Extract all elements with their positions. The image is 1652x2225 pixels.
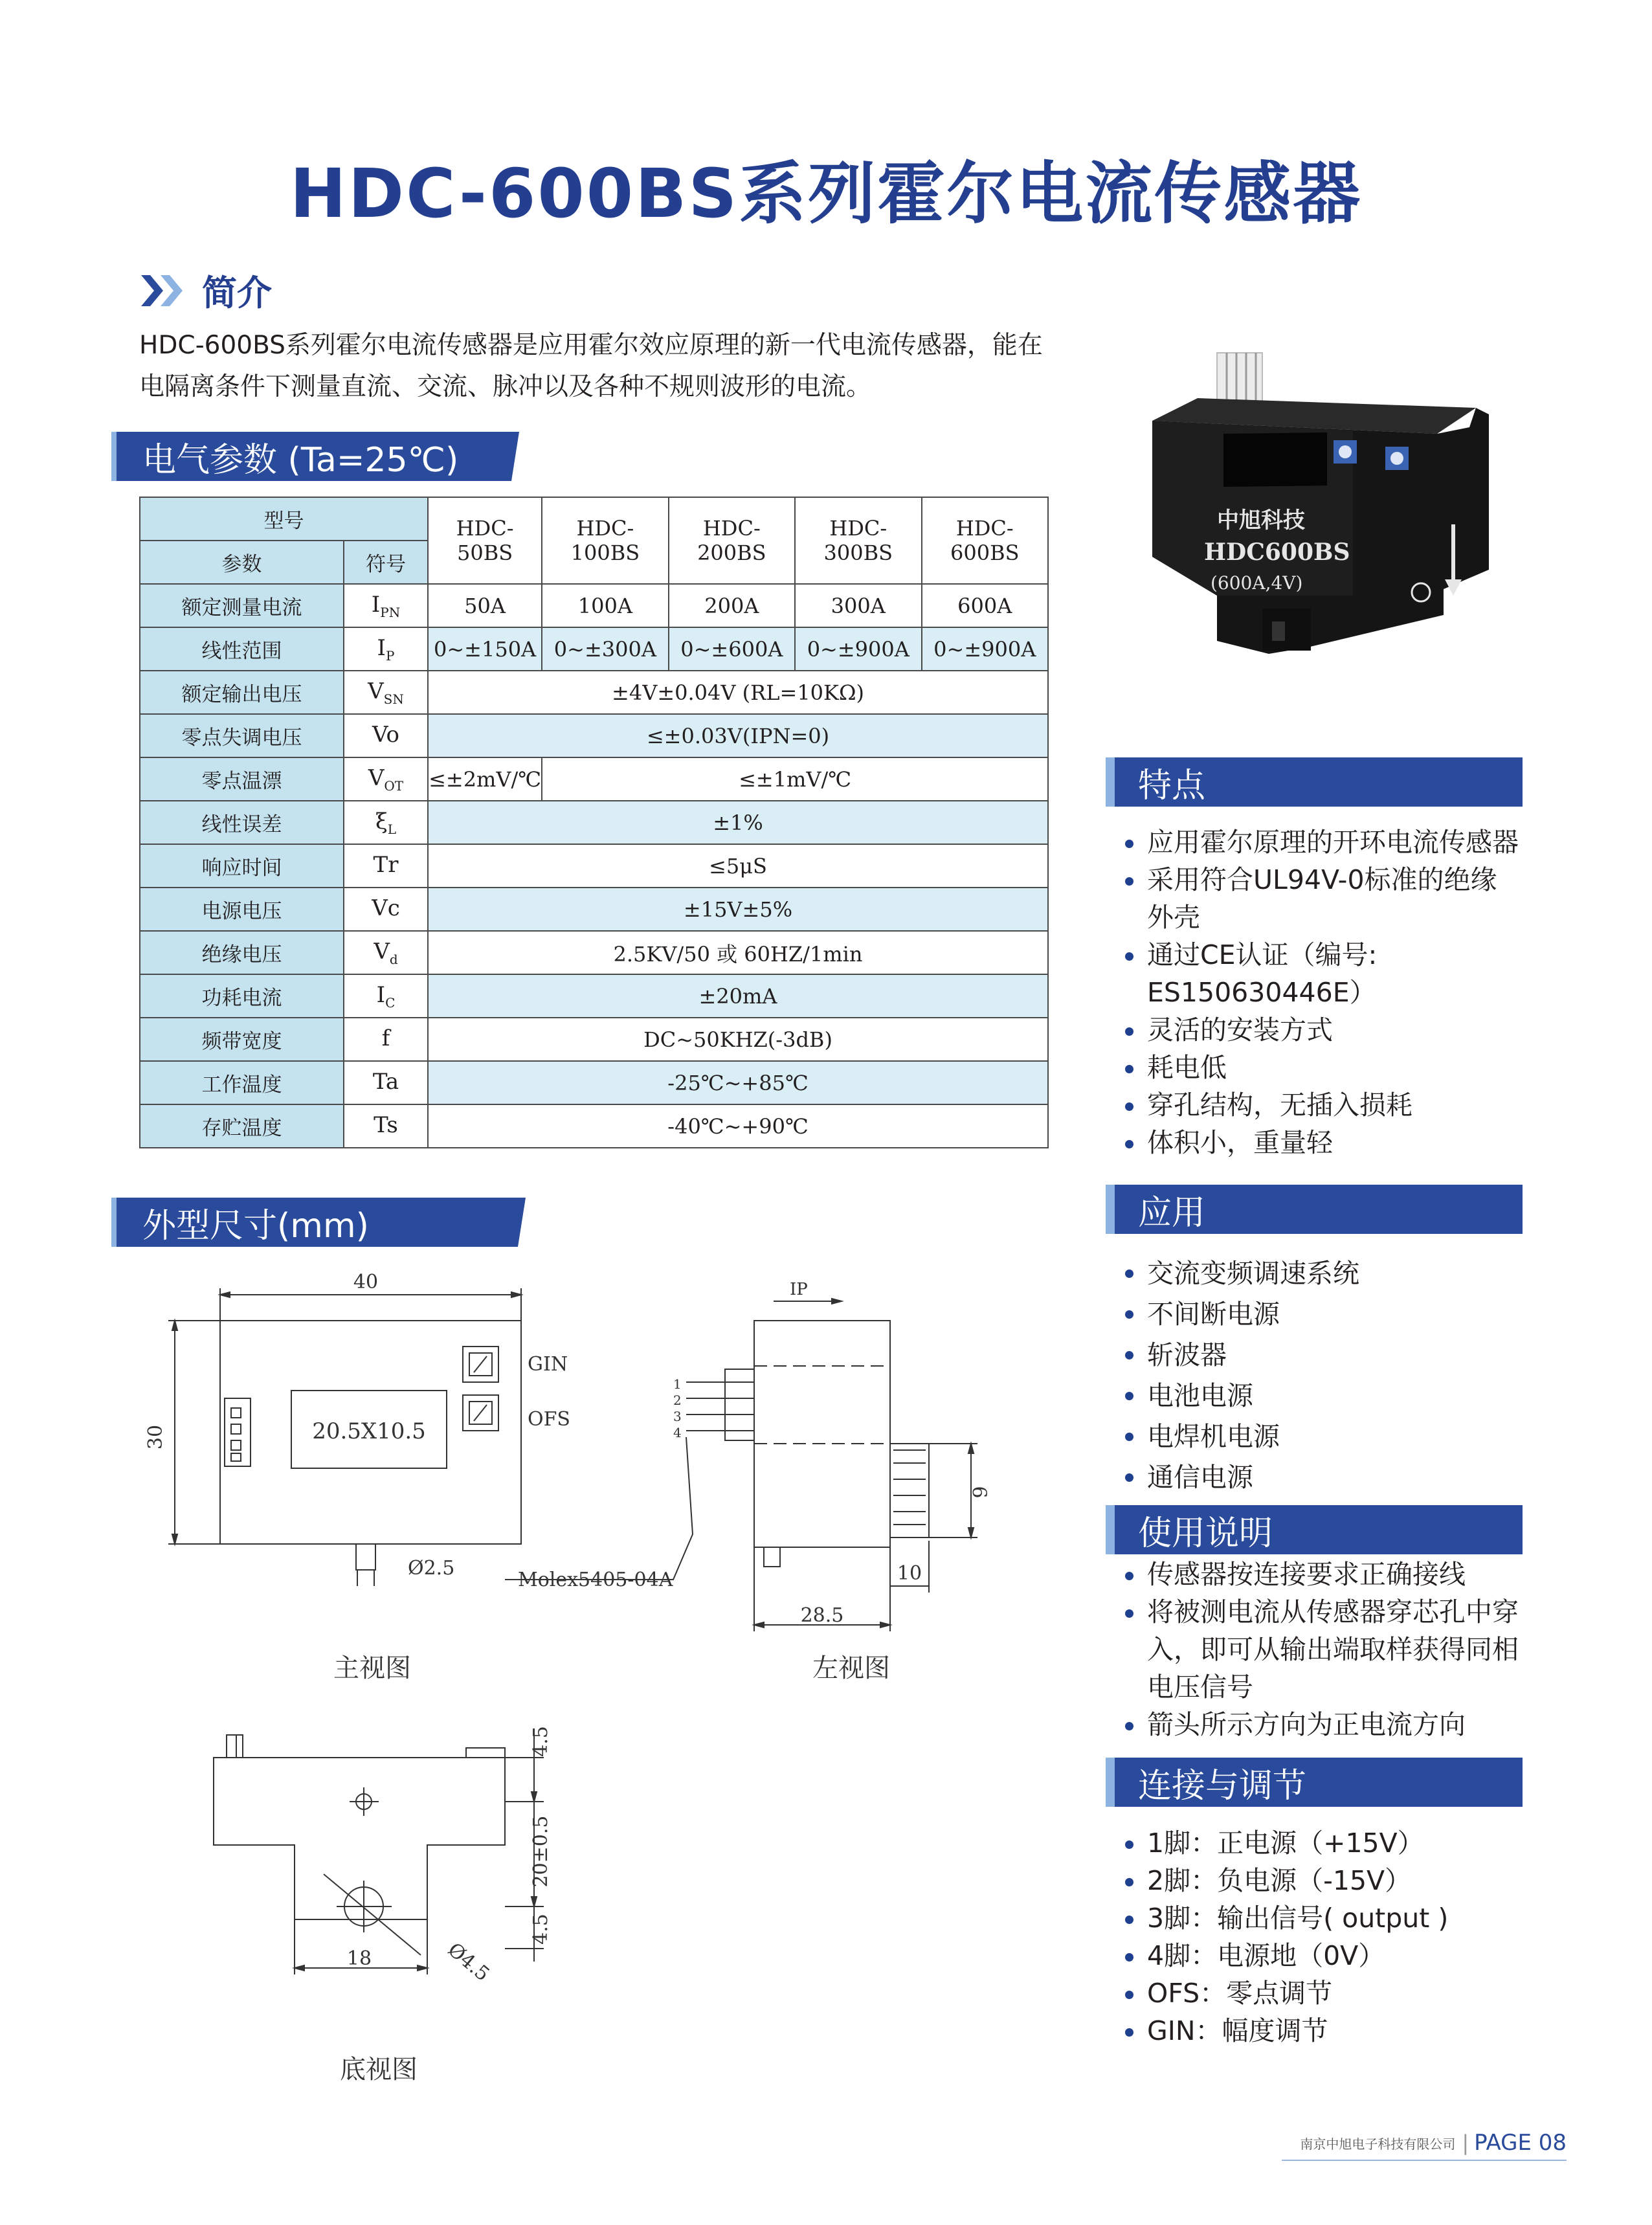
param-label: 零点温漂	[140, 757, 344, 801]
param-symbol: Vc	[344, 888, 428, 931]
list-item: 2脚：负电源（-15V）	[1125, 1862, 1448, 1899]
param-value: -40℃~+90℃	[428, 1104, 1048, 1148]
list-item: 通信电源	[1125, 1457, 1359, 1498]
param-value: 0~±900A	[922, 627, 1049, 671]
param-symbol: f	[344, 1018, 428, 1061]
dim-width: 40	[353, 1271, 379, 1293]
electrical-heading: 电气参数 (Ta=25℃)	[117, 432, 511, 481]
param-symbol: Ta	[344, 1061, 428, 1104]
list-item: 采用符合UL94V-0标准的绝缘	[1125, 861, 1519, 899]
dim-45b: 4.5	[530, 1914, 552, 1945]
usage-list	[1125, 1556, 1519, 1743]
param-value: 0~±150A	[428, 627, 542, 671]
param-value: -25℃~+85℃	[428, 1061, 1048, 1104]
list-item: 4脚：电源地（0V）	[1125, 1937, 1448, 1974]
list-item: 应用霍尔原理的开环电流传感器	[1125, 823, 1519, 861]
param-value: ±1%	[428, 801, 1048, 844]
param-value: ≤±0.03V(IPN=0)	[428, 714, 1048, 757]
list-item: 斩波器	[1125, 1335, 1359, 1376]
table-row	[140, 1018, 1048, 1061]
param-value: ±4V±0.04V (RL=10KΩ)	[428, 671, 1048, 714]
param-value: 2.5KV/50 或 60HZ/1min	[428, 931, 1048, 974]
table-row	[140, 757, 1048, 801]
param-label: 零点失调电压	[140, 714, 344, 757]
intro-heading-text: 简介	[202, 273, 272, 313]
param-label: 电源电压	[140, 888, 344, 931]
param-value: ±15V±5%	[428, 888, 1048, 931]
left-view-caption: 左视图	[812, 1653, 890, 1683]
intro-heading	[141, 265, 272, 315]
footer-line	[1282, 2160, 1567, 2161]
header-param: 参数	[140, 541, 344, 584]
param-symbol: $I_C$	[344, 974, 428, 1018]
model-header: HDC-600BS	[922, 497, 1049, 584]
label-gin: GIN	[528, 1353, 568, 1376]
list-item: 不间断电源	[1125, 1294, 1359, 1335]
applications-heading: 应用	[1115, 1185, 1523, 1234]
list-item: 电池电源	[1125, 1376, 1359, 1416]
connection-list	[1125, 1824, 1448, 2050]
dim-depth: 28.5	[800, 1604, 844, 1627]
list-item: 3脚：输出信号( output )	[1125, 1899, 1448, 1937]
model-header: HDC-300BS	[795, 497, 921, 584]
dim-height: 30	[144, 1424, 167, 1450]
param-label: 存贮温度	[140, 1104, 344, 1148]
header-model: 型号	[140, 497, 428, 541]
param-value: 50A	[428, 584, 542, 627]
param-value: ±20mA	[428, 974, 1048, 1018]
list-item: 灵活的安装方式	[1125, 1011, 1519, 1049]
features-heading: 特点	[1115, 757, 1523, 807]
header-symbol: 符号	[344, 541, 428, 584]
table-row	[140, 671, 1048, 714]
photo-brand: 中旭科技	[1217, 508, 1305, 533]
features-list	[1125, 823, 1519, 1161]
label-ofs: OFS	[528, 1408, 570, 1431]
model-header: HDC-100BS	[542, 497, 668, 584]
spec-table	[139, 497, 1049, 1148]
param-label: 工作温度	[140, 1061, 344, 1104]
label-ip: IP	[790, 1280, 808, 1299]
param-label: 线性误差	[140, 801, 344, 844]
param-label: 响应时间	[140, 844, 344, 888]
param-value: 300A	[795, 584, 921, 627]
list-item: 体积小，重量轻	[1125, 1124, 1519, 1161]
photo-rating: (600A,4V)	[1211, 572, 1303, 594]
list-item: 将被测电流从传感器穿芯孔中穿	[1125, 1593, 1519, 1631]
list-item: 电焊机电源	[1125, 1416, 1359, 1457]
model-header: HDC-200BS	[669, 497, 795, 584]
pin-label: 3	[673, 1409, 682, 1424]
table-row	[140, 931, 1048, 974]
applications-list	[1125, 1253, 1359, 1498]
footer: 南京中旭电子科技有限公司 | PAGE 08	[1300, 2130, 1567, 2156]
product-photo	[1139, 337, 1502, 673]
intro-text: HDC-600BS系列霍尔电流传感器是应用霍尔效应原理的新一代电流传感器，能在电隔离条件下测量直流、交流、脉冲以及各种不规则波形的电流。	[139, 331, 1043, 401]
param-value: 200A	[669, 584, 795, 627]
model-header: HDC-50BS	[428, 497, 542, 584]
param-label: 功耗电流	[140, 974, 344, 1018]
param-value: 0~±600A	[669, 627, 795, 671]
table-row	[140, 888, 1048, 931]
list-item: 1脚：正电源（+15V）	[1125, 1824, 1448, 1862]
table-row	[140, 714, 1048, 757]
table-row	[140, 801, 1048, 844]
table-row	[140, 627, 1048, 671]
table-row	[140, 1061, 1048, 1104]
list-item: 传感器按连接要求正确接线	[1125, 1556, 1519, 1593]
bottom-view-caption: 底视图	[340, 2055, 418, 2085]
list-item: GIN：幅度调节	[1125, 2012, 1448, 2050]
list-item: 外壳	[1147, 902, 1200, 933]
double-chevron-icon	[141, 275, 188, 306]
dimension-drawing	[117, 1256, 1088, 2091]
photo-model: HDC600BS	[1204, 539, 1350, 566]
param-value: ≤±1mV/℃	[542, 757, 1048, 801]
connection-heading: 连接与调节	[1115, 1758, 1523, 1807]
param-label: 绝缘电压	[140, 931, 344, 974]
param-value: 0~±300A	[542, 627, 668, 671]
pin-label: 4	[673, 1425, 682, 1440]
dim-window: 20.5X10.5	[312, 1418, 426, 1444]
table-row	[140, 974, 1048, 1018]
dimensions-heading: 外型尺寸(mm)	[117, 1198, 518, 1247]
param-label: 额定输出电压	[140, 671, 344, 714]
page-title: HDC-600BS系列霍尔电流传感器	[289, 154, 1363, 233]
param-symbol: Ts	[344, 1104, 428, 1148]
dim-pin: Ø2.5	[408, 1557, 455, 1580]
param-symbol: $V_{OT}$	[344, 757, 428, 801]
label-connector: Molex5405-04A	[518, 1569, 673, 1591]
main-view-caption: 主视图	[333, 1653, 411, 1683]
param-value: 0~±900A	[795, 627, 921, 671]
dim-45a: 4.5	[530, 1726, 552, 1757]
param-value: 600A	[922, 584, 1049, 627]
param-symbol: $V_d$	[344, 931, 428, 974]
param-label: 线性范围	[140, 627, 344, 671]
list-item: ES150630446E）	[1147, 977, 1376, 1008]
bottom-view-body	[214, 1758, 505, 1919]
param-value: DC~50KHZ(-3dB)	[428, 1018, 1048, 1061]
table-row	[140, 844, 1048, 888]
list-item: OFS：零点调节	[1125, 1974, 1448, 2012]
param-symbol: $\xi_L$	[344, 801, 428, 844]
param-symbol: Vo	[344, 714, 428, 757]
dim-9: 9	[970, 1486, 992, 1499]
pin-label: 1	[673, 1376, 682, 1392]
param-value: 100A	[542, 584, 668, 627]
list-item: 耗电低	[1125, 1049, 1519, 1086]
list-item: 交流变频调速系统	[1125, 1253, 1359, 1294]
param-value: ≤±2mV/℃	[428, 757, 542, 801]
table-row	[140, 584, 1048, 627]
dim-10: 10	[897, 1562, 922, 1585]
dim-hole: Ø4.5	[443, 1938, 494, 1986]
param-label: 额定测量电流	[140, 584, 344, 627]
footer-company: 南京中旭电子科技有限公司	[1300, 2136, 1456, 2152]
usage-heading: 使用说明	[1115, 1505, 1523, 1554]
table-row	[140, 1104, 1048, 1148]
list-item: 电压信号	[1147, 1672, 1253, 1703]
param-value: ≤5μS	[428, 844, 1048, 888]
dim-20: 20±0.5	[530, 1815, 552, 1888]
param-label: 频带宽度	[140, 1018, 344, 1061]
param-symbol: $V_{SN}$	[344, 671, 428, 714]
list-item: 通过CE认证（编号:	[1125, 936, 1519, 974]
list-item: 穿孔结构，无插入损耗	[1125, 1086, 1519, 1124]
dim-18: 18	[346, 1947, 372, 1970]
page-number: PAGE 08	[1474, 2130, 1567, 2156]
param-symbol: $I_{PN}$	[344, 584, 428, 627]
param-symbol: $I_P$	[344, 627, 428, 671]
param-symbol: Tr	[344, 844, 428, 888]
pin-label: 2	[673, 1392, 682, 1408]
list-item: 入，即可从输出端取样获得同相	[1147, 1634, 1519, 1665]
list-item: 箭头所示方向为正电流方向	[1125, 1706, 1519, 1743]
